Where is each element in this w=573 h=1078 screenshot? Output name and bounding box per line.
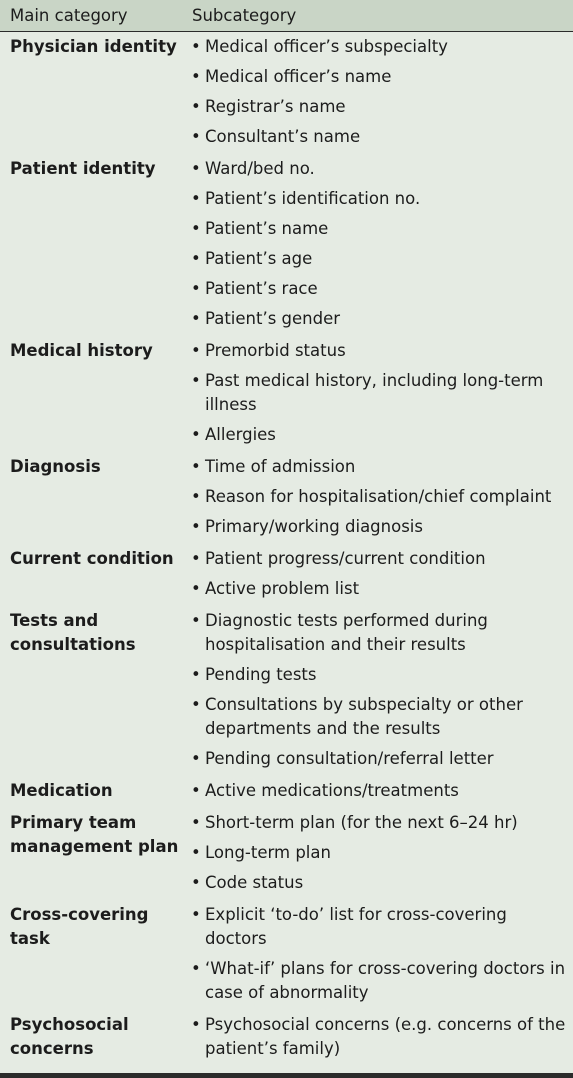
subcategory-list xyxy=(183,1010,573,1066)
subcategory-cell xyxy=(183,154,573,336)
bullet-icon: • xyxy=(191,219,201,238)
table-row xyxy=(0,154,573,336)
subcategory-text: Short-term plan (for the next 6–24 hr) xyxy=(205,813,518,832)
subcategory-text: Ward/bed no. xyxy=(205,159,315,178)
bullet-icon: • xyxy=(191,309,201,328)
list-item xyxy=(183,957,567,1005)
bullet-icon: • xyxy=(191,749,201,768)
subcategory-cell xyxy=(183,32,573,155)
bullet-icon: • xyxy=(191,341,201,360)
list-item xyxy=(183,157,567,181)
subcategory-text: Past medical history, including long-term illness xyxy=(205,371,544,414)
bullet-icon: • xyxy=(191,873,201,892)
bullet-icon: • xyxy=(191,781,201,800)
list-item xyxy=(183,277,567,301)
bullet-icon: • xyxy=(191,371,201,390)
subcategory-text: Patient’s age xyxy=(205,249,313,268)
list-item xyxy=(183,577,567,601)
list-item xyxy=(183,693,567,741)
bullet-icon: • xyxy=(191,579,201,598)
list-item xyxy=(183,747,567,771)
main-category-cell: Medical history xyxy=(10,341,153,360)
main-category-cell: Physician identity xyxy=(10,37,177,56)
subcategory-text: Medical officer’s name xyxy=(205,67,392,86)
main-category-cell: Patient identity xyxy=(10,159,156,178)
bullet-icon: • xyxy=(191,249,201,268)
table-row xyxy=(0,1010,573,1066)
list-item xyxy=(183,455,567,479)
header-main-category: Main category xyxy=(0,0,183,32)
table-row xyxy=(0,32,573,155)
subcategory-text: Patient’s race xyxy=(205,279,318,298)
list-item xyxy=(183,217,567,241)
main-category-cell: Current condition xyxy=(10,549,174,568)
subcategory-text: Registrar’s name xyxy=(205,97,346,116)
subcategory-text: Primary/working diagnosis xyxy=(205,517,423,536)
list-item xyxy=(183,339,567,363)
bullet-icon: • xyxy=(191,97,201,116)
subcategory-cell xyxy=(183,452,573,544)
list-item xyxy=(183,125,567,149)
subcategory-list xyxy=(183,336,573,452)
header-subcategory: Subcategory xyxy=(183,0,573,32)
bullet-icon: • xyxy=(191,37,201,56)
list-item xyxy=(183,423,567,447)
subcategory-text: Psychosocial concerns (e.g. concerns of the patient’s family) xyxy=(205,1015,566,1058)
table-row xyxy=(0,900,573,1010)
subcategory-text: Patient’s name xyxy=(205,219,329,238)
table-row xyxy=(0,336,573,452)
subcategory-cell xyxy=(183,900,573,1010)
subcategory-text: Long-term plan xyxy=(205,843,331,862)
list-item xyxy=(183,35,567,59)
bullet-icon: • xyxy=(191,487,201,506)
subcategory-cell xyxy=(183,336,573,452)
list-item xyxy=(183,65,567,89)
bottom-rule xyxy=(0,1073,573,1078)
subcategory-list xyxy=(183,900,573,1010)
subcategory-text: Pending tests xyxy=(205,665,317,684)
bullet-icon: • xyxy=(191,127,201,146)
subcategory-text: Explicit ‘to-do’ list for cross-covering doctors xyxy=(205,905,507,948)
bullet-icon: • xyxy=(191,517,201,536)
main-category-cell: Psychosocial concerns xyxy=(10,1015,129,1058)
list-item xyxy=(183,663,567,687)
bullet-icon: • xyxy=(191,1015,201,1034)
bullet-icon: • xyxy=(191,959,201,978)
subcategory-text: Patient’s gender xyxy=(205,309,341,328)
subcategory-list xyxy=(183,808,573,900)
bullet-icon: • xyxy=(191,665,201,684)
header-row xyxy=(0,0,573,32)
bullet-icon: • xyxy=(191,457,201,476)
table-row xyxy=(0,808,573,900)
bullet-icon: • xyxy=(191,549,201,568)
table-row xyxy=(0,452,573,544)
subcategory-text: Code status xyxy=(205,873,304,892)
subcategory-text: Consultant’s name xyxy=(205,127,361,146)
subcategory-text: Time of admission xyxy=(205,457,356,476)
list-item xyxy=(183,871,567,895)
list-item xyxy=(183,187,567,211)
subcategory-text: ‘What-if’ plans for cross-covering doctors in case of abnormality xyxy=(205,959,566,1002)
main-category-cell: Cross-covering task xyxy=(10,905,149,948)
subcategory-list xyxy=(183,776,573,808)
subcategory-cell xyxy=(183,808,573,900)
list-item xyxy=(183,247,567,271)
list-item xyxy=(183,609,567,657)
list-item xyxy=(183,307,567,331)
main-category-cell: Primary team management plan xyxy=(10,813,179,856)
subcategory-list xyxy=(183,154,573,336)
subcategory-list xyxy=(183,32,573,154)
list-item xyxy=(183,515,567,539)
bullet-icon: • xyxy=(191,611,201,630)
subcategory-text: Medical officer’s subspecialty xyxy=(205,37,448,56)
table-row xyxy=(0,544,573,606)
bullet-icon: • xyxy=(191,695,201,714)
table-body xyxy=(0,32,573,1067)
list-item xyxy=(183,95,567,119)
main-category-cell: Tests and consultations xyxy=(10,611,136,654)
bullet-icon: • xyxy=(191,843,201,862)
subcategory-list xyxy=(183,452,573,544)
list-item xyxy=(183,547,567,571)
list-item xyxy=(183,903,567,951)
table-row xyxy=(0,606,573,776)
main-category-cell: Medication xyxy=(10,781,113,800)
subcategory-text: Active medications/treatments xyxy=(205,781,459,800)
bullet-icon: • xyxy=(191,905,201,924)
list-item xyxy=(183,811,567,835)
subcategory-cell xyxy=(183,776,573,808)
list-item xyxy=(183,1013,567,1061)
subcategory-text: Allergies xyxy=(205,425,276,444)
subcategory-list xyxy=(183,606,573,776)
subcategory-text: Consultations by subspecialty or other departments and the results xyxy=(205,695,523,738)
subcategory-cell xyxy=(183,1010,573,1066)
subcategory-text: Premorbid status xyxy=(205,341,346,360)
list-item xyxy=(183,485,567,509)
bullet-icon: • xyxy=(191,159,201,178)
subcategory-text: Reason for hospitalisation/chief complaint xyxy=(205,487,552,506)
list-item xyxy=(183,779,567,803)
list-item xyxy=(183,841,567,865)
list-item xyxy=(183,369,567,417)
subcategory-text: Patient’s identification no. xyxy=(205,189,421,208)
bullet-icon: • xyxy=(191,189,201,208)
bullet-icon: • xyxy=(191,813,201,832)
subcategory-list xyxy=(183,544,573,606)
subcategory-text: Pending consultation/referral letter xyxy=(205,749,494,768)
main-category-cell: Diagnosis xyxy=(10,457,101,476)
subcategory-text: Diagnostic tests performed during hospitalisation and their results xyxy=(205,611,488,654)
subcategory-cell xyxy=(183,606,573,776)
bullet-icon: • xyxy=(191,67,201,86)
subcategory-text: Active problem list xyxy=(205,579,360,598)
subcategory-cell xyxy=(183,544,573,606)
table-row xyxy=(0,776,573,808)
table-header xyxy=(0,0,573,32)
subcategory-text: Patient progress/current condition xyxy=(205,549,486,568)
bullet-icon: • xyxy=(191,425,201,444)
bullet-icon: • xyxy=(191,279,201,298)
